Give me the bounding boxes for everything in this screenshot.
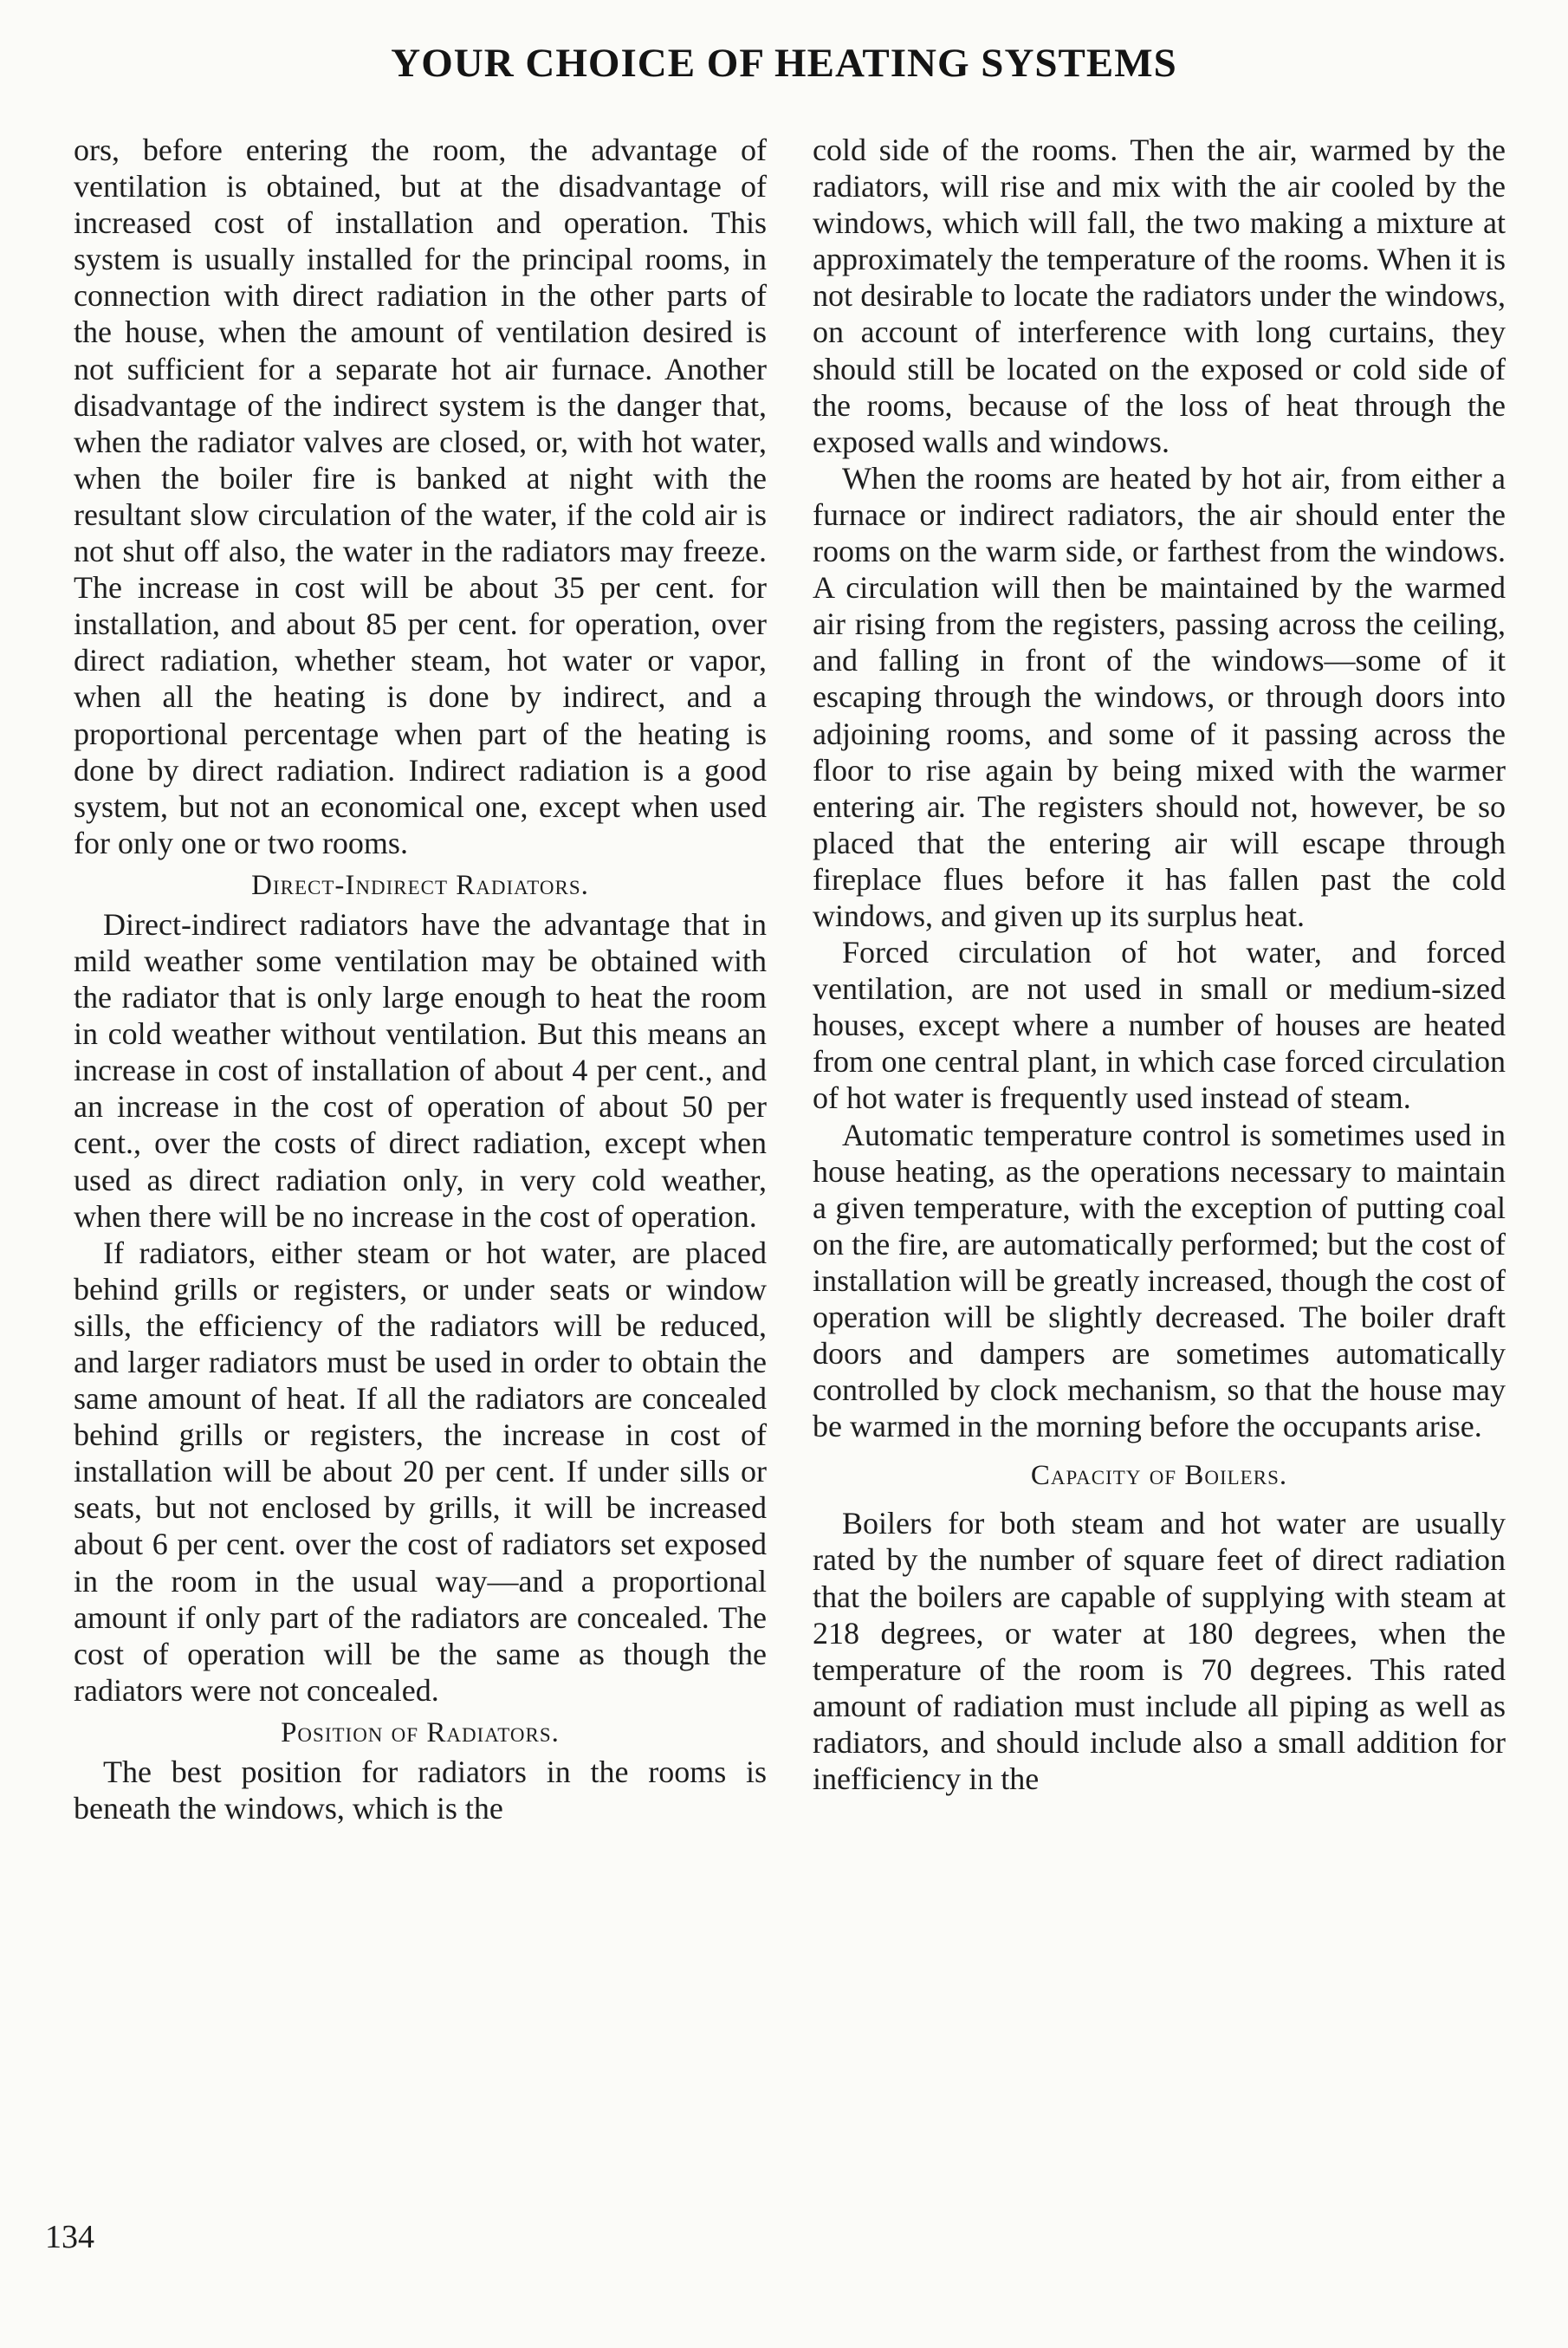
right-paragraph-3: Forced circulation of hot water, and forced ventilation, are not used in small or medium-sized houses, except where a number of houses are heated from one central plant, in which case forced circulation of hot water is frequently used instead of steam. — [813, 935, 1506, 1116]
left-paragraph-1: ors, before entering the room, the advantage of ventilation is obtained, but at the disadvantage of increased cost of installation and operation. This system is usually installed for the principal rooms, in connection with direct radiation in the other parts of the house, when the amount of ventilation desired is not sufficient for a separate hot air furnace. Another disadvantage of the indirect system is the danger that, when the radiator valves are closed, or, with hot water, when the boiler fire is banked at night with the resultant slow circulation of the water, if the cold air is not shut off also, the water in the radiators may freeze. The increase in cost will be about 35 per cent. for installation, and about 85 per cent. for operation, over direct radiation, whether steam, hot water or vapor, when all the heating is done by indirect, and a proportional percentage when part of the heating is done by direct radiation. Indirect radiation is a good system, but not an economical one, except when used for only one or two rooms. — [74, 133, 767, 860]
right-paragraph-2: When the rooms are heated by hot air, from either a furnace or indirect radiators, the air should enter the rooms on the warm side, or farthest from the windows. A circulation will then be maintained by the warmed air rising from the registers, passing across the ceiling, and falling in front of the windows—some of it escaping through the windows, or through doors into adjoining rooms, and some of it passing across the floor to rise again by being mixed with the warmer entering air. The registers should not, however, be so placed that the entering air will escape through fireplace flues before it has fallen past the cold windows, and given up its surplus heat. — [813, 460, 1506, 933]
page-number: 134 — [45, 2219, 94, 2255]
section-heading-direct-indirect-radiators: Direct-Indirect Radiators. — [251, 869, 589, 901]
left-paragraph-4: The best position for radiators in the rooms is beneath the windows, which is the — [74, 1754, 767, 1826]
left-column — [74, 132, 767, 1826]
left-paragraph-3: If radiators, either steam or hot water, are placed behind grills or registers, or under seats or window sills, the efficiency of the radiators will be reduced, and larger radiators must be used in order to obtain the same amount of heat. If all the radiators are concealed behind grills or registers, the increase in cost of installation will be about 20 per cent. If under sills or seats, but not enclosed by grills, it will be increased about 6 per cent. over the cost of radiators set exposed in the room in the usual way—and a proportional amount if only part of the radiators are concealed. The cost of operation will be the same as though the radiators were not concealed. — [74, 1235, 767, 1708]
right-column — [813, 132, 1506, 1797]
section-heading-position-of-radiators: Position of Radiators. — [281, 1716, 560, 1748]
right-paragraph-1: cold side of the rooms. Then the air, warmed by the radiators, will rise and mix with the air cooled by the windows, which will fall, the two making a mixture at approximately the temperature of the rooms. When it is not desirable to locate the radiators under the windows, on account of interference with long curtains, they should still be located on the exposed or cold side of the rooms, because of the loss of heat through the exposed walls and windows. — [813, 133, 1506, 459]
right-paragraph-5: Boilers for both steam and hot water are usually rated by the number of square feet of direct radiation that the boilers are capable of supplying with steam at 218 degrees, or water at 180 degrees, when the temperature of the room is 70 degrees. This rated amount of radiation must include all piping as well as radiators, and should include also a small addition for inefficiency in the — [813, 1506, 1506, 1797]
running-title: YOUR CHOICE OF HEATING SYSTEMS — [391, 41, 1177, 86]
left-paragraph-2: Direct-indirect radiators have the advantage that in mild weather some ventilation may be obtained with the radiator that is only large enough to heat the room in cold weather without ventilation. But this means an increase in cost of installation of about 4 per cent., and an increase in the cost of operation of about 50 per cent., over the costs of direct radiation, except when used as direct radiation only, in very cold weather, when there will be no increase in the cost of operation. — [74, 906, 767, 1234]
right-paragraph-4: Automatic temperature control is sometimes used in house heating, as the operations necessary to maintain a given temperature, with the exception of putting coal on the fire, are automatically performed; but the cost of installation will be greatly increased, though the cost of operation will be slightly decreased. The boiler draft doors and dampers are sometimes automatically controlled by clock mechanism, so that the house may be warmed in the morning before the occupants arise. — [813, 1117, 1506, 1444]
section-heading-capacity-of-boilers: Capacity of Boilers. — [1030, 1460, 1288, 1492]
